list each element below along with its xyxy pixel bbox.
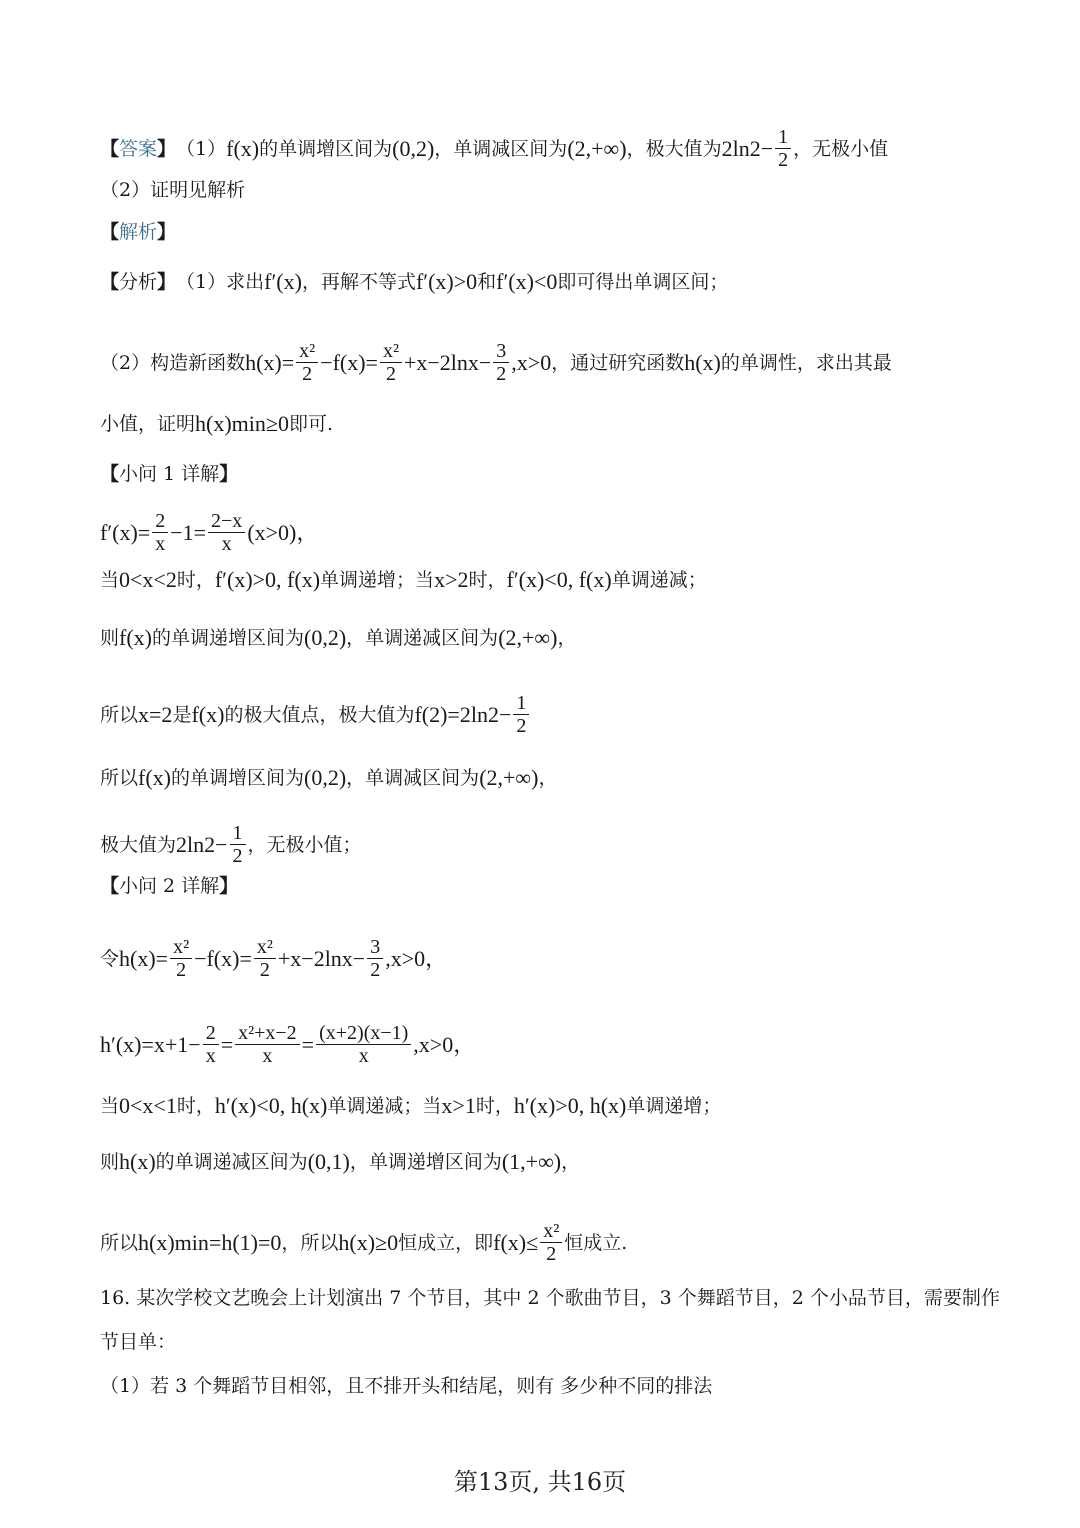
answer-line: 【 答案 】 （1） f(x) 的单调增区间为 (0,2) ，单调减区间为 (2,+∞) ，极大值为 2ln2− $\frac{1}{2}$ ，无极小值 bbox=[100, 126, 889, 171]
fenxi-line-2b: 小值，证明 h(x) min ≥0 即可. bbox=[100, 411, 334, 436]
q1-line-6: 极大值为 2ln2− $\frac{1}{2}$ ，无极小值； bbox=[100, 822, 362, 867]
q1-line-5: 所以 f(x) 的单调增区间为 (0,2) ，单调减区间为 (2,+∞) ， bbox=[100, 765, 558, 790]
problem16-line-2: 节目单： bbox=[100, 1331, 177, 1353]
fraction: $\frac{1}{2}$ bbox=[775, 126, 791, 171]
fenxi-line-2: （2）构造新函数 h(x)= $\frac{\text{x²}}{2}$ −f(x)= $\frac{\text{x²}}{2}$ +x−2lnx− $\frac{3}{2}$ ,x>0 ，通过研究函数 h(x) 的单调性，求出其最 bbox=[100, 340, 892, 385]
analysis-label: 解析 bbox=[119, 221, 158, 243]
q2-line-2: h′(x)=x+1− $\frac{2}{x}$ = $\frac{\text{x²+x−2}}{x}$ = $\frac{(x+2)(x-1)}{x}$ ,x>0， bbox=[100, 1022, 476, 1067]
q2-line-4: 则 h(x) 的单调递减区间为 (0,1) ，单调递增区间为 (1,+∞) ， bbox=[100, 1149, 581, 1174]
q2-line-3: 当 0<x<1 时， h′(x)<0, h(x) 单调递减；当 x>1 时， h′(x)>0, h(x) 单调递增； bbox=[100, 1093, 722, 1118]
answer-part2: （2）证明见解析 bbox=[100, 179, 246, 201]
q1-line-1: f′(x)= $\frac{2}{x}$ −1= $\frac{2-x}{x}$ (x>0)， bbox=[100, 510, 319, 555]
q1-line-4: 所以 x=2 是 f(x) 的极大值点，极大值为 f(2)=2ln2− $\frac{1}{2}$ bbox=[100, 692, 531, 737]
q1-line-3: 则 f(x) 的单调递增区间为 (0,2) ，单调递减区间为 (2,+∞) ， bbox=[100, 625, 577, 650]
analysis-heading: 【 解析 】 bbox=[100, 218, 176, 246]
problem16-line-3: （1）若 3 个舞蹈节目相邻，且不排开头和结尾，则有 多少种不同的排法 bbox=[100, 1375, 713, 1397]
fenxi-line-1: 【 分析 】 （1）求出 f′(x) ，再解不等式 f′(x)>0 和 f′(x)<0 即可得出单调区间； bbox=[100, 269, 729, 294]
q2-line-5: 所以 h(x) min =h(1)=0 ，所以 h(x)≥0 恒成立，即 f(x)≤ $\frac{\text{x²}}{2}$ 恒成立. bbox=[100, 1220, 628, 1265]
q1-heading: 【 小问 1 详解 】 bbox=[100, 463, 239, 485]
q2-line-1: 令 h(x)= $\frac{\text{x²}}{2}$ −f(x)= $\frac{\text{x²}}{2}$ +x−2lnx− $\frac{3}{2}$ ,x>0， bbox=[100, 936, 448, 981]
answer-label: 答案 bbox=[119, 137, 158, 160]
q1-line-2: 当 0<x<2 时， f′(x)>0, f(x) 单调递增；当 x>2 时， f′(x)<0, f(x) 单调递减； bbox=[100, 567, 707, 592]
page-footer: 第13页, 共16页 bbox=[453, 1468, 627, 1496]
q2-heading: 【 小问 2 详解 】 bbox=[100, 875, 239, 897]
problem16-line-1: 16. 某次学校文艺晚会上计划演出 7 个节目，其中 2 个歌曲节目，3 个舞蹈节目，2 个小品节目，需要制作 bbox=[100, 1287, 1000, 1309]
